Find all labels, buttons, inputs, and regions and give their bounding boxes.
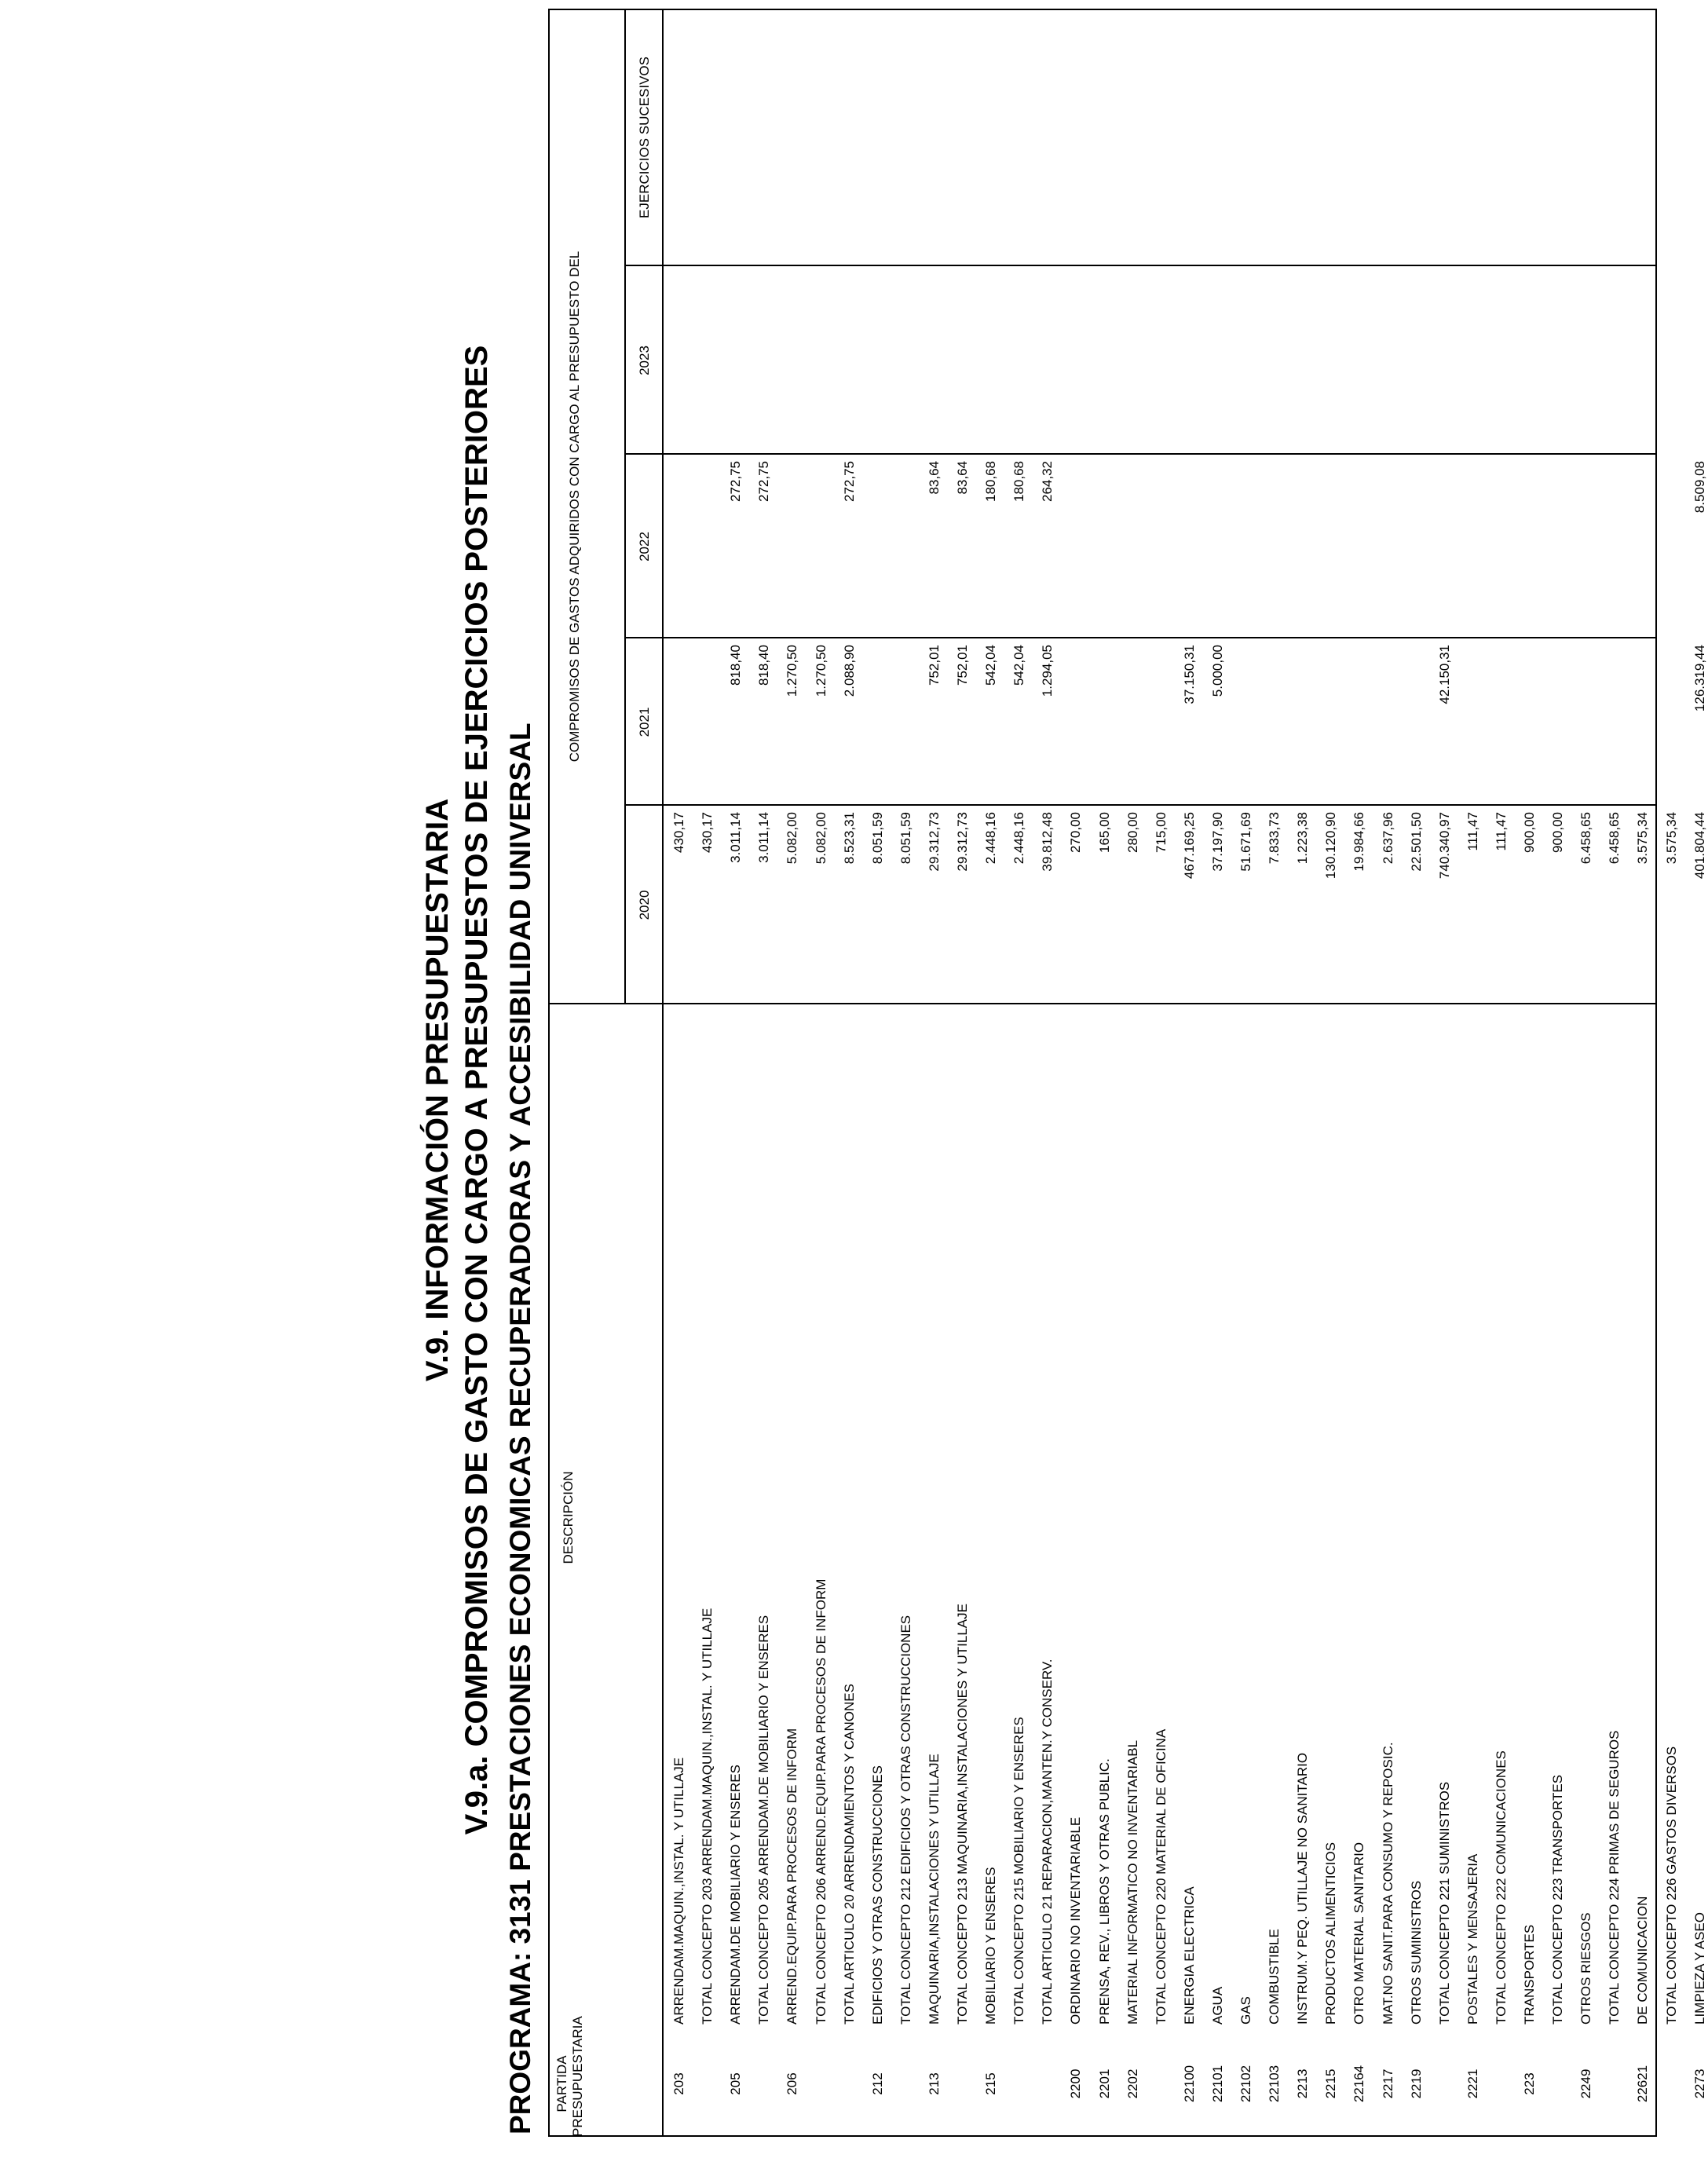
table-row-description: TOTAL CONCEPTO 222 COMUNICACIONES xyxy=(1494,1750,1509,2025)
table-row-value: 130.120,90 xyxy=(1323,812,1338,880)
table-row-value: 818,40 xyxy=(728,645,743,686)
table-row-code: 22102 xyxy=(1238,2065,1253,2103)
table-row-description: TOTAL CONCEPTO 206 ARREND.EQUIP.PARA PROCESOS DE INFORM xyxy=(814,1578,828,2025)
table-row-value: 715,00 xyxy=(1154,812,1169,853)
table-row-description: ARRENDAM.MAQUIN.,INSTAL. Y UTILLAJE xyxy=(671,1757,686,2025)
table-row-value: 542,04 xyxy=(1011,645,1026,686)
header-divider xyxy=(624,9,626,1004)
table-row-description: INSTRUM.Y PEQ. UTILLAJE NO SANITARIO xyxy=(1295,1752,1310,2025)
table-row-description: TOTAL ARTICULO 20 ARRENDAMIENTOS Y CANONES xyxy=(842,1684,857,2025)
table-row-code: 2202 xyxy=(1125,2068,1140,2099)
table-row-value: 2.088,90 xyxy=(842,645,857,697)
table-row-value: 818,40 xyxy=(756,645,771,686)
table-row-code: 2201 xyxy=(1097,2068,1112,2099)
table-row-value: 165,00 xyxy=(1097,812,1112,853)
header-divider xyxy=(662,9,664,2137)
table-row-value: 19.984,66 xyxy=(1351,812,1366,872)
table-row-value: 3.575,34 xyxy=(1664,812,1679,865)
table-row-value: 1.270,50 xyxy=(814,645,828,697)
table-row-code: 2215 xyxy=(1323,2068,1338,2099)
table-row-description: EDIFICIOS Y OTRAS CONSTRUCCIONES xyxy=(870,1765,885,2025)
year-header: 2022 xyxy=(637,532,652,561)
table-row-value: 1.294,05 xyxy=(1040,645,1055,697)
section-title: V.9. INFORMACIÓN PRESUPUESTARIA xyxy=(420,798,455,1382)
table-row-value: 2.448,16 xyxy=(983,812,998,865)
table-row-value: 37.150,31 xyxy=(1182,645,1197,704)
table-row-value: 126.319,44 xyxy=(1692,645,1707,712)
table-row-code: 22100 xyxy=(1182,2065,1197,2103)
table-row-description: TOTAL CONCEPTO 213 MAQUINARIA,INSTALACIONES Y UTILLAJE xyxy=(955,1604,970,2025)
table-row-code: 22621 xyxy=(1635,2065,1650,2103)
table-row-value: 51.671,69 xyxy=(1238,812,1253,872)
table-row-code: 22101 xyxy=(1210,2065,1225,2103)
table-row-description: TOTAL CONCEPTO 224 PRIMAS DE SEGUROS xyxy=(1607,1730,1622,2025)
column-divider xyxy=(624,804,1657,806)
table-row-code: 213 xyxy=(927,2072,942,2095)
table-row-value: 5.000,00 xyxy=(1210,645,1225,697)
table-row-description: TOTAL CONCEPTO 226 GASTOS DIVERSOS xyxy=(1664,1746,1679,2025)
table-row-description: GAS xyxy=(1238,1996,1253,2025)
table-row-value: 2.637,96 xyxy=(1381,812,1395,865)
table-row-value: 37.197,90 xyxy=(1210,812,1225,872)
table-row-code: 212 xyxy=(870,2072,885,2095)
table-row-description: LIMPIEZA Y ASEO xyxy=(1692,1912,1707,2025)
table-row-description: ENERGIA ELECTRICA xyxy=(1182,1886,1197,2025)
table-row-value: 430,17 xyxy=(700,812,715,853)
table-row-value: 280,00 xyxy=(1125,812,1140,853)
table-row-description: COMBUSTIBLE xyxy=(1267,1929,1282,2025)
table-row-code: 205 xyxy=(728,2072,743,2095)
table-row-description: MOBILIARIO Y ENSERES xyxy=(983,1867,998,2025)
table-row-description: ARRENDAM.DE MOBILIARIO Y ENSERES xyxy=(728,1765,743,2025)
table-row-value: 270,00 xyxy=(1068,812,1083,853)
table-row-description: ARREND.EQUIP.PARA PROCESOS DE INFORM xyxy=(785,1728,799,2025)
table-row-description: TRANSPORTES xyxy=(1522,1924,1537,2025)
table-row-description: TOTAL CONCEPTO 221 SUMINISTROS xyxy=(1437,1781,1452,2025)
table-row-value: 8.051,59 xyxy=(870,812,885,865)
table-row-value: 3.011,14 xyxy=(756,812,771,863)
year-header: EJERCICIOS SUCESIVOS xyxy=(637,57,652,218)
subsection-title: V.9.a. COMPROMISOS DE GASTO CON CARGO A PRESUPUESTOS DE EJERCICIOS POSTERIORES xyxy=(459,345,494,1835)
table-row-code: 2221 xyxy=(1465,2068,1480,2099)
table-row-description: DE COMUNICACION xyxy=(1635,1896,1650,2025)
table-row-value: 430,17 xyxy=(671,812,686,853)
table-row-value: 740.340,97 xyxy=(1437,812,1452,880)
table-row-value: 5.082,00 xyxy=(814,812,828,865)
year-header: 2021 xyxy=(637,707,652,737)
table-row-value: 83,64 xyxy=(927,461,942,495)
year-header: 2023 xyxy=(637,346,652,375)
table-row-value: 180,68 xyxy=(983,461,998,502)
table-row-description: MAQUINARIA,INSTALACIONES Y UTILLAJE xyxy=(927,1754,942,2025)
table-row-code: 22164 xyxy=(1351,2065,1366,2103)
table-row-description: TOTAL CONCEPTO 205 ARRENDAM.DE MOBILIARIO Y ENSERES xyxy=(756,1615,771,2025)
table-row-value: 401.804,44 xyxy=(1692,812,1707,880)
table-row-value: 42.150,31 xyxy=(1437,645,1452,704)
column-divider xyxy=(624,637,1657,638)
table-row-value: 272,75 xyxy=(756,461,771,502)
table-row-value: 6.458,65 xyxy=(1607,812,1622,865)
table-row-description: POSTALES Y MENSAJERIA xyxy=(1465,1853,1480,2025)
table-row-description: MAT.NO SANIT.PARA CONSUMO Y REPOSIC. xyxy=(1381,1742,1395,2025)
table-row-code: 2217 xyxy=(1381,2068,1395,2099)
table-row-code: 215 xyxy=(983,2072,998,2095)
table-row-code: 2213 xyxy=(1295,2068,1310,2099)
column-divider xyxy=(624,265,1657,266)
table-row-code: 22103 xyxy=(1267,2065,1282,2103)
table-row-value: 264,32 xyxy=(1040,461,1055,502)
table-row-value: 3.575,34 xyxy=(1635,812,1650,865)
table-row-value: 542,04 xyxy=(983,645,998,686)
table-row-value: 752,01 xyxy=(927,645,942,686)
column-divider xyxy=(624,453,1657,455)
table-row-description: TOTAL CONCEPTO 223 TRANSPORTES xyxy=(1550,1774,1565,2025)
table-row-value: 29.312,73 xyxy=(927,812,942,872)
table-row-description: PRENSA, REV., LIBROS Y OTRAS PUBLIC. xyxy=(1097,1758,1112,2025)
table-row-description: OTROS SUMINISTROS xyxy=(1409,1880,1424,2025)
table-row-value: 6.458,65 xyxy=(1578,812,1593,865)
table-row-value: 180,68 xyxy=(1011,461,1026,502)
table-row-value: 39.812,48 xyxy=(1040,812,1055,872)
table-row-code: 2273 xyxy=(1692,2068,1707,2099)
table-row-value: 22.501,50 xyxy=(1409,812,1424,872)
table-row-code: 206 xyxy=(785,2072,799,2095)
table-row-value: 29.312,73 xyxy=(955,812,970,872)
year-header: 2020 xyxy=(637,890,652,920)
table-row-code: 2249 xyxy=(1578,2068,1593,2099)
table-row-code: 2219 xyxy=(1409,2068,1424,2099)
descripcion-header: DESCRIPCIÓN xyxy=(561,1471,576,1564)
table-row-value: 272,75 xyxy=(728,461,743,502)
table-row-value: 8.523,31 xyxy=(842,812,857,865)
table-row-description: TOTAL CONCEPTO 220 MATERIAL DE OFICINA xyxy=(1154,1728,1169,2025)
table-row-value: 467.169,25 xyxy=(1182,812,1197,880)
table-row-description: OTROS RIESGOS xyxy=(1578,1912,1593,2025)
table-row-value: 3.011,14 xyxy=(728,812,743,863)
compromisos-header: COMPROMISOS DE GASTOS ADQUIRIDOS CON CARGO AL PRESUPUESTO DEL xyxy=(567,251,582,763)
table-row-value: 900,00 xyxy=(1522,812,1537,853)
table-row-value: 5.082,00 xyxy=(785,812,799,865)
table-row-description: ORDINARIO NO INVENTARIABLE xyxy=(1068,1816,1083,2025)
table-row-value: 1.223,38 xyxy=(1295,812,1310,865)
table-row-description: PRODUCTOS ALIMENTICIOS xyxy=(1323,1842,1338,2025)
table-row-description: TOTAL CONCEPTO 203 ARRENDAM.MAQUIN.,INSTAL. Y UTILLAJE xyxy=(700,1608,715,2025)
table-row-description: TOTAL CONCEPTO 215 MOBILIARIO Y ENSERES xyxy=(1011,1717,1026,2025)
table-row-value: 8.509,08 xyxy=(1692,461,1707,514)
table-row-code: 203 xyxy=(671,2072,686,2095)
table-row-description: MATERIAL INFORMATICO NO INVENTARIABL xyxy=(1125,1739,1140,2025)
table-row-description: AGUA xyxy=(1210,1986,1225,2025)
table-row-value: 900,00 xyxy=(1550,812,1565,853)
table-row-description: OTRO MATERIAL SANITARIO xyxy=(1351,1842,1366,2025)
table-row-code: 2200 xyxy=(1068,2068,1083,2099)
table-row-description: TOTAL ARTICULO 21 REPARACION,MANTEN.Y CONSERV. xyxy=(1040,1659,1055,2025)
table-row-value: 1.270,50 xyxy=(785,645,799,697)
table-row-value: 111,47 xyxy=(1494,812,1509,851)
table-row-value: 272,75 xyxy=(842,461,857,502)
partida-header: PRESUPUESTARIA xyxy=(570,2016,585,2137)
table-row-description: TOTAL CONCEPTO 212 EDIFICIOS Y OTRAS CONSTRUCCIONES xyxy=(898,1615,913,2025)
partida-header: PARTIDA xyxy=(554,2055,569,2112)
table-row-code: 223 xyxy=(1522,2072,1537,2095)
program-title: PROGRAMA: 3131 PRESTACIONES ECONOMICAS RECUPERADORAS Y ACCESIBILIDAD UNIVERSAL xyxy=(504,722,536,2134)
table-row-value: 7.833,73 xyxy=(1267,812,1282,865)
table-row-value: 752,01 xyxy=(955,645,970,686)
table-row-value: 111,47 xyxy=(1465,812,1480,851)
table-row-value: 83,64 xyxy=(955,461,970,495)
table-row-value: 8.051,59 xyxy=(898,812,913,865)
table-row-value: 2.448,16 xyxy=(1011,812,1026,865)
